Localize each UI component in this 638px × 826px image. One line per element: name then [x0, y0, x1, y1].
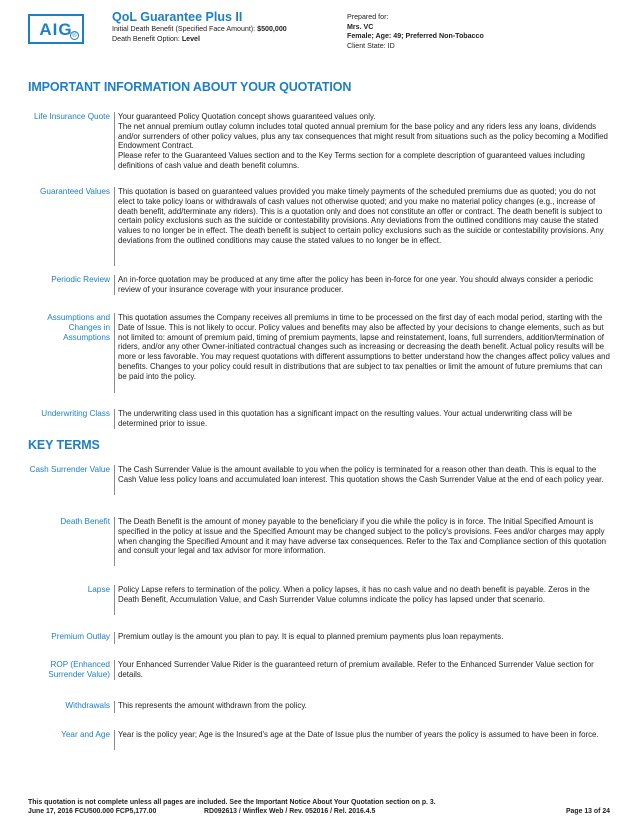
- aig-logo: [28, 14, 84, 44]
- term-label: Withdrawals: [65, 701, 110, 710]
- initial-death-benefit-value: $500,000: [257, 25, 287, 33]
- item-label: Assumptions and Changes in Assumptions: [47, 313, 110, 342]
- paragraph: Your guaranteed Policy Quotation concept shows guaranteed values only.: [118, 112, 376, 121]
- term-text: [118, 585, 610, 605]
- term-label: Cash Surrender Value: [29, 465, 110, 474]
- death-benefit-option-value: Level: [181, 35, 200, 43]
- item-label: Periodic Review: [51, 275, 110, 284]
- client-name: Mrs. VC: [347, 22, 374, 31]
- paragraph: Your Enhanced Surrender Value Rider is the guaranteed return of premium available. Refer to the Enhanced Surrender Value section for details.: [118, 660, 594, 679]
- item-label: Underwriting Class: [41, 409, 110, 418]
- section-title-important-information: IMPORTANT INFORMATION ABOUT YOUR QUOTATION: [28, 80, 352, 94]
- footer-form-revision: RD092613 / Winflex Web / Rev. 052016 / Rel. 2016.4.5: [204, 808, 376, 815]
- item-text: [118, 409, 610, 429]
- footer-notice: This quotation is not complete unless all pages are included. See the Important Notice About Your Quotation section on p. 3.: [28, 799, 436, 806]
- divider: [114, 187, 115, 266]
- divider: [114, 517, 115, 566]
- paragraph: This quotation is based on guaranteed values provided you make timely payments of the scheduled premiums due as quoted; you do not elect to take policy loans or withdrawals of cash values not otherwise quoted; and you make no material policy changes (e.g., increase of death benefit, add/terminate any riders). This is a quotation only and does not constitute an offer or contract. The death benefit is subject to certain policy exclusions such as the suicide or contestability provisions. Any deviations from the outlined conditions may cause the stated values to no longer be in effect. The death benefit is subject to certain policy exclusions such as the suicide or contestability provisions. Any deviations from the outlined conditions may cause the stated values to no longer be in effect.: [118, 187, 604, 245]
- initial-death-benefit-label: Initial Death Benefit (Specified Face Amount):: [112, 25, 256, 33]
- divider: [114, 275, 115, 295]
- divider: [114, 730, 115, 750]
- paragraph: Policy Lapse refers to termination of the policy. When a policy lapses, it has no cash value and no death benefit is payable. Zeros in the Death Benefit, Accumulation Value, and Cash Surrender Value columns indicate the policy has lapsed under that scenario.: [118, 585, 590, 604]
- registered-mark-icon: ®: [70, 31, 79, 40]
- footer-info-line: [28, 807, 610, 816]
- page-header: [0, 0, 638, 62]
- prepared-for-label: Prepared for:: [347, 13, 389, 21]
- product-info: [112, 10, 312, 44]
- prepared-for-block: [347, 13, 484, 51]
- divider: [114, 313, 115, 393]
- product-title: QoL Guarantee Plus II: [112, 10, 243, 24]
- divider: [114, 409, 115, 429]
- item-label: Guaranteed Values: [40, 187, 110, 196]
- item-text: [118, 313, 610, 382]
- term-label: Year and Age: [61, 730, 110, 739]
- divider: [114, 660, 115, 680]
- divider: [114, 632, 115, 644]
- term-text: [118, 730, 610, 740]
- page-footer: [28, 798, 610, 816]
- term-label: Premium Outlay: [51, 632, 110, 641]
- paragraph: This represents the amount withdrawn from the policy.: [118, 701, 307, 710]
- paragraph: The underwriting class used in this quotation has a significant impact on the resulting values. Your actual underwriting class will be determined prior to issue.: [118, 409, 572, 428]
- paragraph: The net annual premium outlay column includes total quoted annual premium for the base policy and any riders less any loans, dividends and/or surrenders of other policy values, plus any tax consequences that might result from situations such as the policy becoming a Modified Endowment Contract.: [118, 121, 608, 151]
- page-number: Page 13 of 24: [565, 808, 610, 815]
- term-label: Lapse: [87, 585, 110, 594]
- divider: [114, 585, 115, 615]
- term-label: ROP (Enhanced Surrender Value): [48, 660, 110, 679]
- paragraph: The Death Benefit is the amount of money payable to the beneficiary if you die while the policy is in force. The Initial Specified Amount is specified in the policy at issue and the Specified Amount may be changed subject to the policy's provisions. Fees and/or charges may apply when changing the Specified Amount and it may have adverse tax consequences. Refer to the Tax and Compliance section of this quotation and consult your legal and tax advisor for more information.: [118, 517, 607, 556]
- term-text: [118, 517, 610, 556]
- paragraph: An in-force quotation may be produced at any time after the policy has been in-force for one year. You should always consider a periodic review of your insurance coverage with your insurance producer.: [118, 275, 594, 294]
- item-text: [118, 112, 610, 171]
- paragraph: Premium outlay is the amount you plan to pay. It is equal to planned premium payments plus loan repayments.: [118, 632, 504, 641]
- term-label: Death Benefit: [60, 517, 110, 526]
- item-text: [118, 275, 610, 295]
- death-benefit-option-label: Death Benefit Option:: [112, 35, 180, 43]
- term-text: [118, 660, 610, 680]
- death-benefit-option: [112, 34, 312, 44]
- divider: [114, 112, 115, 170]
- paragraph: The Cash Surrender Value is the amount available to you when the policy is terminated for a reason other than death. This is equal to the Cash Value less policy loans and accumulated loan interest. This quotation shows the Cash Surrender Value at the end of each policy year.: [118, 465, 604, 484]
- divider: [114, 465, 115, 495]
- paragraph: This quotation assumes the Company receives all premiums in time to be processed on the first day of each modal period, starting with the Date of Issue. This is not likely to occur. Policy values and benefits may also be affected by your decisions to change elements, such as but not limited to: amount of premium paid, timing of premium payments, lapse and reinstatement, loans, full surrenders, addition/termination of riders, and/or any other Owner-initiated contractual changes such as increasing or decreasing the death benefit. Actual policy results will be more or less favorable. You may request quotations with different assumptions to better understand how the changes affect policy values and benefits. Changes to your policy could result in distributions that are subject to tax penalties or limit the amount of future premiums that can be paid into the policy.: [118, 313, 610, 381]
- section-title-key-terms: KEY TERMS: [28, 438, 100, 452]
- term-text: [118, 632, 610, 642]
- term-text: [118, 465, 610, 485]
- initial-death-benefit: [112, 24, 312, 34]
- client-state: Client State: ID: [347, 41, 395, 50]
- logo-text: AIG: [39, 19, 73, 39]
- term-text: [118, 701, 610, 711]
- paragraph: Please refer to the Guaranteed Values section and to the Key Terms section for a complete description of guaranteed values including definitions of cash value and death benefit columns.: [118, 151, 585, 170]
- item-label: Life Insurance Quote: [33, 112, 110, 121]
- footer-date-codes: June 17, 2016 FCU500.000 FCP5,177.00: [28, 808, 157, 815]
- item-text: [118, 187, 610, 246]
- divider: [114, 701, 115, 713]
- insured-info: Female; Age: 49; Preferred Non-Tobacco: [347, 32, 484, 40]
- paragraph: Year is the policy year; Age is the Insured's age at the Date of Issue plus the number of years the policy is assumed to have been in force.: [118, 730, 599, 739]
